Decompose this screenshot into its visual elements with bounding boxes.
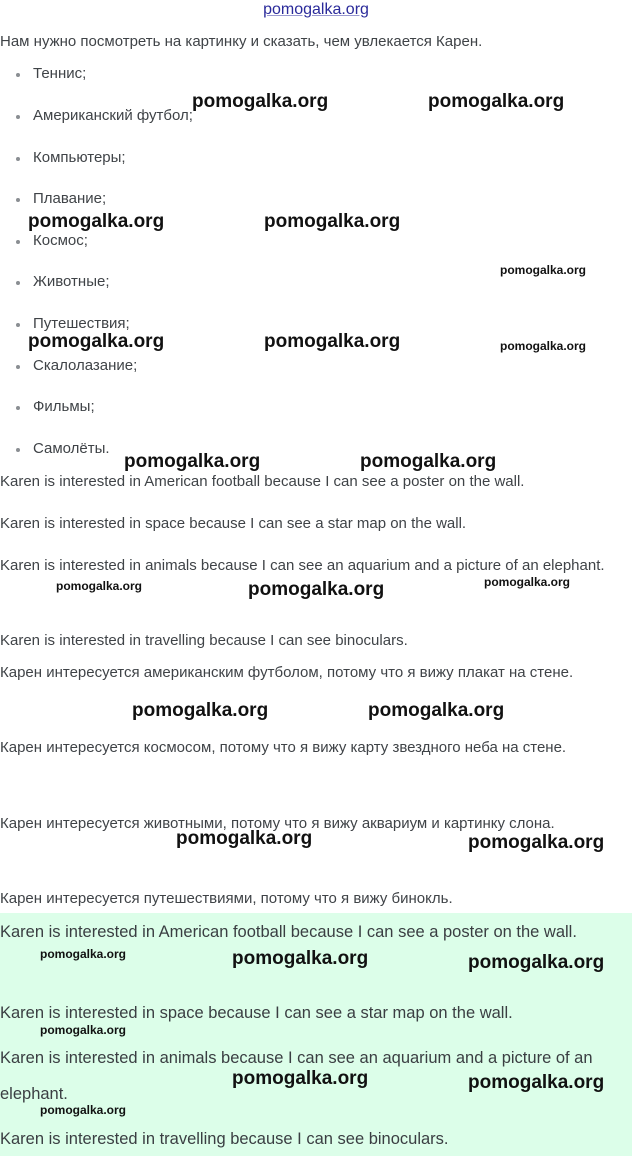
hobby-label: Скалолазание;: [33, 357, 138, 374]
russian-sentence: Карен интересуется космосом, потому что я вижу карту звездного неба на стене.: [0, 739, 567, 756]
english-sentence: Karen is interested in travelling because I can see binoculars.: [0, 632, 408, 649]
watermark: pomogalka.org: [40, 1103, 127, 1117]
answer-sentence: Karen is interested in animals because I can see an aquarium and a picture of an elephant.: [0, 1049, 593, 1103]
bullet-icon: [16, 406, 20, 410]
bullet-icon: [16, 281, 20, 285]
hobby-label: Компьютеры;: [33, 149, 126, 166]
bullet-icon: [16, 323, 20, 327]
watermark: pomogalka.org: [40, 1023, 127, 1037]
watermark: pomogalka.org: [500, 339, 587, 353]
bullet-icon: [16, 73, 20, 77]
bullet-icon: [16, 365, 20, 369]
watermark: pomogalka.org: [500, 263, 587, 277]
watermark: pomogalka.org: [28, 211, 165, 232]
watermark: pomogalka.org: [468, 952, 605, 973]
watermark: pomogalka.org: [40, 947, 127, 961]
watermark: pomogalka.org: [232, 1068, 369, 1089]
answer-sentence: Karen is interested in space because I can see a star map on the wall.: [0, 1004, 513, 1022]
watermark: pomogalka.org: [28, 331, 165, 352]
watermark: pomogalka.org: [248, 579, 385, 600]
hobby-label: Плавание;: [33, 190, 107, 207]
watermark: pomogalka.org: [264, 331, 401, 352]
bullet-icon: [16, 157, 20, 161]
answer-sentence: Karen is interested in travelling because I can see binoculars.: [0, 1130, 449, 1148]
hobby-label: Теннис;: [33, 65, 87, 82]
watermark: pomogalka.org: [468, 832, 605, 853]
watermark: pomogalka.org: [368, 700, 505, 721]
hobby-label: Животные;: [33, 273, 110, 290]
watermark: pomogalka.org: [468, 1072, 605, 1093]
bullet-icon: [16, 115, 20, 119]
watermark: pomogalka.org: [132, 700, 269, 721]
watermark: pomogalka.org: [56, 579, 143, 593]
watermark: pomogalka.org: [360, 451, 497, 472]
hobby-label: Фильмы;: [33, 398, 95, 415]
watermark: pomogalka.org: [428, 91, 565, 112]
intro-text: Нам нужно посмотреть на картинку и сказать, чем увлекается Карен.: [0, 33, 483, 50]
watermark: pomogalka.org: [232, 948, 369, 969]
english-sentence: Karen is interested in space because I can see a star map on the wall.: [0, 515, 467, 532]
hobby-label: Самолёты.: [33, 440, 110, 457]
russian-sentence: Карен интересуется животными, потому что я вижу аквариум и картинку слона.: [0, 815, 555, 832]
english-sentence: Karen is interested in animals because I can see an aquarium and a picture of an elephant.: [0, 557, 605, 574]
russian-sentence: Карен интересуется путешествиями, потому что я вижу бинокль.: [0, 890, 453, 907]
site-header-link[interactable]: pomogalka.org: [263, 1, 369, 18]
watermark: pomogalka.org: [124, 451, 261, 472]
hobby-label: Американский футбол;: [33, 107, 193, 124]
bullet-icon: [16, 240, 20, 244]
watermark: pomogalka.org: [264, 211, 401, 232]
watermark: pomogalka.org: [192, 91, 329, 112]
watermark: pomogalka.org: [176, 828, 313, 849]
answer-sentence: Karen is interested in American football because I can see a poster on the wall.: [0, 923, 577, 941]
english-sentence: Karen is interested in American football because I can see a poster on the wall.: [0, 473, 525, 490]
watermark: pomogalka.org: [484, 575, 571, 589]
bullet-icon: [16, 198, 20, 202]
answer-box: [0, 913, 632, 1156]
russian-sentence: Карен интересуется американским футболом, потому что я вижу плакат на стене.: [0, 664, 574, 681]
bullet-icon: [16, 448, 20, 452]
hobby-label: Космос;: [33, 232, 88, 249]
hobby-label: Путешествия;: [33, 315, 130, 332]
